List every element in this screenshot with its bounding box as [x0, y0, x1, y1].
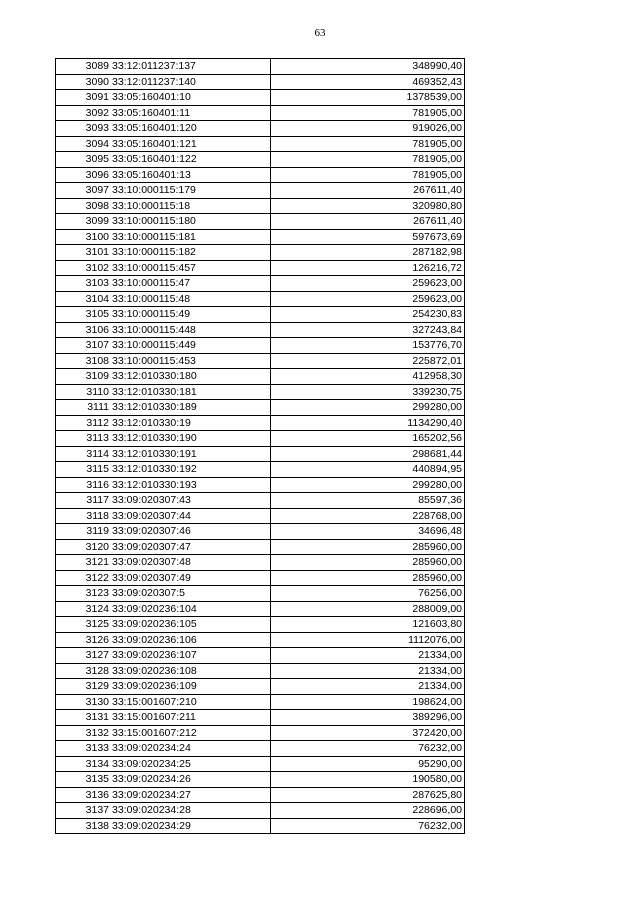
cadastral-value: 285960,00	[271, 555, 465, 571]
cadastral-value: 299280,00	[271, 400, 465, 416]
cadastral-value: 267611,40	[271, 214, 465, 230]
cadastral-number: 33:09:020307:48	[110, 555, 271, 571]
table-row	[56, 787, 465, 803]
row-number: 3130	[56, 694, 111, 710]
table-row	[56, 152, 465, 168]
table-row	[56, 663, 465, 679]
cadastral-number: 33:09:020236:109	[110, 679, 271, 695]
row-number: 3120	[56, 539, 111, 555]
cadastral-number: 33:10:000115:49	[110, 307, 271, 323]
table-row	[56, 803, 465, 819]
cadastral-value: 153776,70	[271, 338, 465, 354]
cadastral-value: 190580,00	[271, 772, 465, 788]
cadastral-number: 33:12:010330:193	[110, 477, 271, 493]
cadastral-value: 85597,36	[271, 493, 465, 509]
cadastral-number: 33:09:020307:43	[110, 493, 271, 509]
table-row	[56, 648, 465, 664]
cadastral-number: 33:12:011237:137	[110, 59, 271, 75]
row-number: 3108	[56, 353, 111, 369]
cadastral-value: 288009,00	[271, 601, 465, 617]
cadastral-number: 33:10:000115:48	[110, 291, 271, 307]
row-number: 3128	[56, 663, 111, 679]
cadastral-number: 33:10:000115:457	[110, 260, 271, 276]
cadastral-number: 33:09:020236:107	[110, 648, 271, 664]
row-number: 3137	[56, 803, 111, 819]
cadastral-number: 33:09:020234:24	[110, 741, 271, 757]
cadastral-value: 259623,00	[271, 291, 465, 307]
row-number: 3105	[56, 307, 111, 323]
table-row	[56, 694, 465, 710]
table-row	[56, 539, 465, 555]
cadastral-number: 33:12:010330:181	[110, 384, 271, 400]
cadastral-value: 781905,00	[271, 152, 465, 168]
cadastral-number: 33:09:020236:108	[110, 663, 271, 679]
table-row	[56, 741, 465, 757]
cadastral-number: 33:12:011237:140	[110, 74, 271, 90]
row-number: 3133	[56, 741, 111, 757]
table-row	[56, 260, 465, 276]
row-number: 3138	[56, 818, 111, 834]
cadastral-number: 33:09:020307:46	[110, 524, 271, 540]
row-number: 3122	[56, 570, 111, 586]
table-body	[56, 59, 465, 834]
row-number: 3121	[56, 555, 111, 571]
cadastral-number: 33:05:160401:10	[110, 90, 271, 106]
cadastral-number: 33:09:020307:47	[110, 539, 271, 555]
table-row	[56, 167, 465, 183]
cadastral-table	[55, 58, 465, 834]
cadastral-number: 33:09:020307:44	[110, 508, 271, 524]
cadastral-number: 33:12:010330:191	[110, 446, 271, 462]
cadastral-number: 33:05:160401:120	[110, 121, 271, 137]
cadastral-number: 33:12:010330:189	[110, 400, 271, 416]
cadastral-value: 34696,48	[271, 524, 465, 540]
cadastral-number: 33:12:010330:180	[110, 369, 271, 385]
cadastral-value: 254230,83	[271, 307, 465, 323]
cadastral-number: 33:12:010330:192	[110, 462, 271, 478]
table-row	[56, 601, 465, 617]
table-row	[56, 74, 465, 90]
cadastral-number: 33:10:000115:181	[110, 229, 271, 245]
row-number: 3092	[56, 105, 111, 121]
table-row	[56, 291, 465, 307]
cadastral-number: 33:15:001607:210	[110, 694, 271, 710]
cadastral-value: 412958,30	[271, 369, 465, 385]
cadastral-number: 33:05:160401:122	[110, 152, 271, 168]
row-number: 3129	[56, 679, 111, 695]
cadastral-value: 781905,00	[271, 136, 465, 152]
cadastral-number: 33:10:000115:18	[110, 198, 271, 214]
cadastral-number: 33:12:010330:19	[110, 415, 271, 431]
row-number: 3134	[56, 756, 111, 772]
cadastral-value: 1112076,00	[271, 632, 465, 648]
cadastral-value: 440894,95	[271, 462, 465, 478]
cadastral-number: 33:09:020307:49	[110, 570, 271, 586]
table-row	[56, 617, 465, 633]
cadastral-value: 76232,00	[271, 741, 465, 757]
row-number: 3096	[56, 167, 111, 183]
cadastral-value: 76256,00	[271, 586, 465, 602]
row-number: 3109	[56, 369, 111, 385]
cadastral-number: 33:10:000115:448	[110, 322, 271, 338]
cadastral-number: 33:10:000115:47	[110, 276, 271, 292]
row-number: 3097	[56, 183, 111, 199]
table-row	[56, 105, 465, 121]
row-number: 3106	[56, 322, 111, 338]
row-number: 3103	[56, 276, 111, 292]
cadastral-value: 259623,00	[271, 276, 465, 292]
cadastral-value: 21334,00	[271, 648, 465, 664]
cadastral-value: 298681,44	[271, 446, 465, 462]
cadastral-value: 285960,00	[271, 539, 465, 555]
cadastral-number: 33:09:020236:104	[110, 601, 271, 617]
row-number: 3107	[56, 338, 111, 354]
cadastral-number: 33:05:160401:121	[110, 136, 271, 152]
table-row	[56, 245, 465, 261]
table-row	[56, 524, 465, 540]
table-row	[56, 710, 465, 726]
row-number: 3131	[56, 710, 111, 726]
cadastral-number: 33:10:000115:180	[110, 214, 271, 230]
row-number: 3117	[56, 493, 111, 509]
table-row	[56, 415, 465, 431]
table-row	[56, 136, 465, 152]
cadastral-number: 33:05:160401:13	[110, 167, 271, 183]
table-row	[56, 772, 465, 788]
cadastral-value: 1378539,00	[271, 90, 465, 106]
cadastral-value: 372420,00	[271, 725, 465, 741]
row-number: 3123	[56, 586, 111, 602]
cadastral-value: 21334,00	[271, 663, 465, 679]
cadastral-number: 33:09:020236:106	[110, 632, 271, 648]
table-row	[56, 508, 465, 524]
cadastral-value: 76232,00	[271, 818, 465, 834]
row-number: 3126	[56, 632, 111, 648]
row-number: 3098	[56, 198, 111, 214]
cadastral-value: 225872,01	[271, 353, 465, 369]
row-number: 3090	[56, 74, 111, 90]
row-number: 3136	[56, 787, 111, 803]
table-row	[56, 214, 465, 230]
row-number: 3125	[56, 617, 111, 633]
row-number: 3111	[56, 400, 111, 416]
cadastral-value: 228696,00	[271, 803, 465, 819]
table-row	[56, 229, 465, 245]
row-number: 3094	[56, 136, 111, 152]
table-row	[56, 90, 465, 106]
cadastral-number: 33:09:020234:28	[110, 803, 271, 819]
cadastral-value: 919026,00	[271, 121, 465, 137]
table-row	[56, 725, 465, 741]
row-number: 3119	[56, 524, 111, 540]
cadastral-value: 597673,69	[271, 229, 465, 245]
cadastral-value: 1134290,40	[271, 415, 465, 431]
cadastral-value: 320980,80	[271, 198, 465, 214]
cadastral-number: 33:09:020307:5	[110, 586, 271, 602]
row-number: 3091	[56, 90, 111, 106]
table-row	[56, 431, 465, 447]
cadastral-value: 781905,00	[271, 167, 465, 183]
table-row	[56, 555, 465, 571]
cadastral-number: 33:09:020236:105	[110, 617, 271, 633]
cadastral-value: 21334,00	[271, 679, 465, 695]
row-number: 3089	[56, 59, 111, 75]
cadastral-value: 781905,00	[271, 105, 465, 121]
row-number: 3132	[56, 725, 111, 741]
table-row	[56, 570, 465, 586]
cadastral-number: 33:10:000115:179	[110, 183, 271, 199]
cadastral-value: 287625,80	[271, 787, 465, 803]
table-row	[56, 632, 465, 648]
row-number: 3101	[56, 245, 111, 261]
row-number: 3118	[56, 508, 111, 524]
cadastral-value: 267611,40	[271, 183, 465, 199]
cadastral-value: 126216,72	[271, 260, 465, 276]
cadastral-number: 33:05:160401:11	[110, 105, 271, 121]
table-row	[56, 446, 465, 462]
cadastral-value: 469352,43	[271, 74, 465, 90]
row-number: 3114	[56, 446, 111, 462]
cadastral-value: 287182,98	[271, 245, 465, 261]
table-row	[56, 276, 465, 292]
cadastral-value: 299280,00	[271, 477, 465, 493]
cadastral-number: 33:10:000115:182	[110, 245, 271, 261]
table-row	[56, 818, 465, 834]
cadastral-value: 95290,00	[271, 756, 465, 772]
row-number: 3112	[56, 415, 111, 431]
row-number: 3093	[56, 121, 111, 137]
cadastral-number: 33:09:020234:29	[110, 818, 271, 834]
cadastral-number: 33:10:000115:449	[110, 338, 271, 354]
row-number: 3110	[56, 384, 111, 400]
cadastral-value: 285960,00	[271, 570, 465, 586]
page-number: 63	[314, 27, 326, 39]
row-number: 3115	[56, 462, 111, 478]
row-number: 3100	[56, 229, 111, 245]
cadastral-number: 33:15:001607:211	[110, 710, 271, 726]
row-number: 3095	[56, 152, 111, 168]
table-row	[56, 338, 465, 354]
table-row	[56, 400, 465, 416]
cadastral-number: 33:09:020234:26	[110, 772, 271, 788]
table-row	[56, 679, 465, 695]
cadastral-value: 121603,80	[271, 617, 465, 633]
table-row	[56, 353, 465, 369]
table-row	[56, 462, 465, 478]
row-number: 3127	[56, 648, 111, 664]
cadastral-value: 198624,00	[271, 694, 465, 710]
table-row	[56, 369, 465, 385]
row-number: 3124	[56, 601, 111, 617]
cadastral-number: 33:12:010330:190	[110, 431, 271, 447]
table-row	[56, 121, 465, 137]
cadastral-value: 327243,84	[271, 322, 465, 338]
row-number: 3104	[56, 291, 111, 307]
cadastral-number: 33:15:001607:212	[110, 725, 271, 741]
row-number: 3116	[56, 477, 111, 493]
table-row	[56, 322, 465, 338]
cadastral-number: 33:10:000115:453	[110, 353, 271, 369]
table-row	[56, 59, 465, 75]
row-number: 3102	[56, 260, 111, 276]
row-number: 3135	[56, 772, 111, 788]
table-row	[56, 384, 465, 400]
cadastral-value: 348990,40	[271, 59, 465, 75]
table-row	[56, 183, 465, 199]
table-row	[56, 198, 465, 214]
cadastral-number: 33:09:020234:25	[110, 756, 271, 772]
row-number: 3113	[56, 431, 111, 447]
cadastral-value: 339230,75	[271, 384, 465, 400]
table-row	[56, 493, 465, 509]
table-row	[56, 586, 465, 602]
row-number: 3099	[56, 214, 111, 230]
table-row	[56, 307, 465, 323]
cadastral-value: 389296,00	[271, 710, 465, 726]
cadastral-value: 228768,00	[271, 508, 465, 524]
table-row	[56, 756, 465, 772]
cadastral-number: 33:09:020234:27	[110, 787, 271, 803]
table-row	[56, 477, 465, 493]
cadastral-value: 165202,56	[271, 431, 465, 447]
